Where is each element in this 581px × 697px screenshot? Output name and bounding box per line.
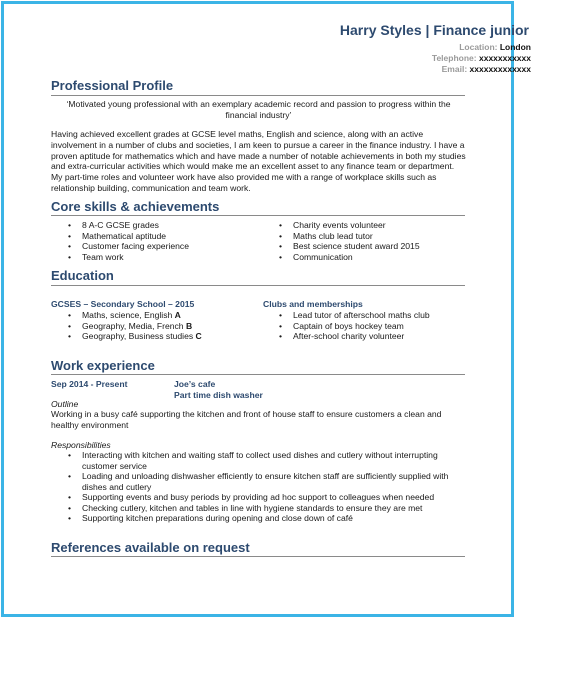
skill-item: • Team work [66,252,189,263]
telephone-value: xxxxxxxxxxx [478,53,531,63]
references-rule [51,556,465,557]
clubs-heading: Clubs and memberships [263,299,363,309]
club-item: • Lead tutor of afterschool maths club [277,310,430,321]
skill-item: • Maths club lead tutor [277,231,420,242]
telephone-label: Telephone: [431,53,477,63]
gcse-list [66,310,202,342]
profile-quote-line-1: ‘Motivated young professional with an exemplary academic record and passion to progress within the [66,99,451,109]
skills-left-list [66,220,189,262]
responsibility-item: • Loading and unloading dishwasher efficiently to ensure kitchen staff are sufficiently supplied with dishes and cutlery [66,471,466,492]
work-heading: Work experience [51,358,155,373]
outline-text: Working in a busy café supporting the kitchen and front of house staff to ensure customers a clean and healthy environment [51,409,442,430]
outline-label: Outline [51,399,79,409]
location-value: London [499,42,531,52]
skills-heading: Core skills & achievements [51,199,220,214]
profile-quote [51,99,466,121]
gcse-grade: C [195,331,202,341]
skill-item: • Communication [277,252,420,263]
skill-item: • Customer facing experience [66,241,189,252]
work-dates: Sep 2014 - Present [51,379,128,389]
email-value: xxxxxxxxxxxxx [469,64,531,74]
profile-rule [51,95,465,96]
location-line [459,42,531,52]
skill-item: • Charity events volunteer [277,220,420,231]
skill-item: • Best science student award 2015 [277,241,420,252]
gcse-item: • Geography, Business studies C [66,331,202,342]
email-label: Email: [441,64,468,74]
skill-item: • 8 A-C GCSE grades [66,220,189,231]
location-label: Location: [459,42,498,52]
work-role: Part time dish washer [174,390,263,400]
responsibilities-list [66,450,466,524]
profile-paragraph: Having achieved excellent grades at GCSE level maths, English and science, along with an active involvement in a number of clubs and societies, I am keen to pursue a career in the finance industry. I have a proven aptitude for mathematics which and have made a number of notable achievements in both my studies and extra-curricular activities which would make me an excellent asset to any finance team or department. My part-time roles and volunteer work have also provided me with a range of workplace skills such as relationship building, communication and team work. [51,129,466,193]
responsibility-item: • Supporting events and busy periods by providing ad hoc support to colleagues when needed [66,492,466,503]
candidate-name: Harry Styles | Finance junior [339,22,529,38]
gcse-heading: GCSES – Secondary School – 2015 [51,299,195,309]
telephone-line [432,53,531,63]
clubs-list [277,310,430,342]
education-rule [51,285,465,286]
references-heading: References available on request [51,540,250,555]
skill-item: • Mathematical aptitude [66,231,189,242]
skills-right-list [277,220,420,262]
responsibilities-label: Responsibilities [51,440,111,450]
document-frame [1,1,514,617]
responsibility-item: • Supporting kitchen preparations during opening and close down of café [66,513,466,524]
club-item: • Captain of boys hockey team [277,321,430,332]
responsibility-item: • Interacting with kitchen and waiting staff to collect used dishes and cutlery without interrupting customer service [66,450,466,471]
work-employer: Joe’s cafe [174,379,216,389]
gcse-grade: A [174,310,181,320]
club-item: • After-school charity volunteer [277,331,430,342]
skills-rule [51,215,465,216]
gcse-grade: B [185,320,193,331]
gcse-item: • Maths, science, English A [66,310,202,321]
education-heading: Education [51,268,114,283]
gcse-item: • Geography, Media, French B [66,321,202,332]
work-rule [51,374,465,375]
profile-heading: Professional Profile [51,78,174,93]
email-line [442,64,531,74]
responsibility-item: • Checking cutlery, kitchen and tables in line with hygiene standards to ensure they are met [66,503,466,514]
profile-quote-line-2: financial industry’ [225,109,292,120]
